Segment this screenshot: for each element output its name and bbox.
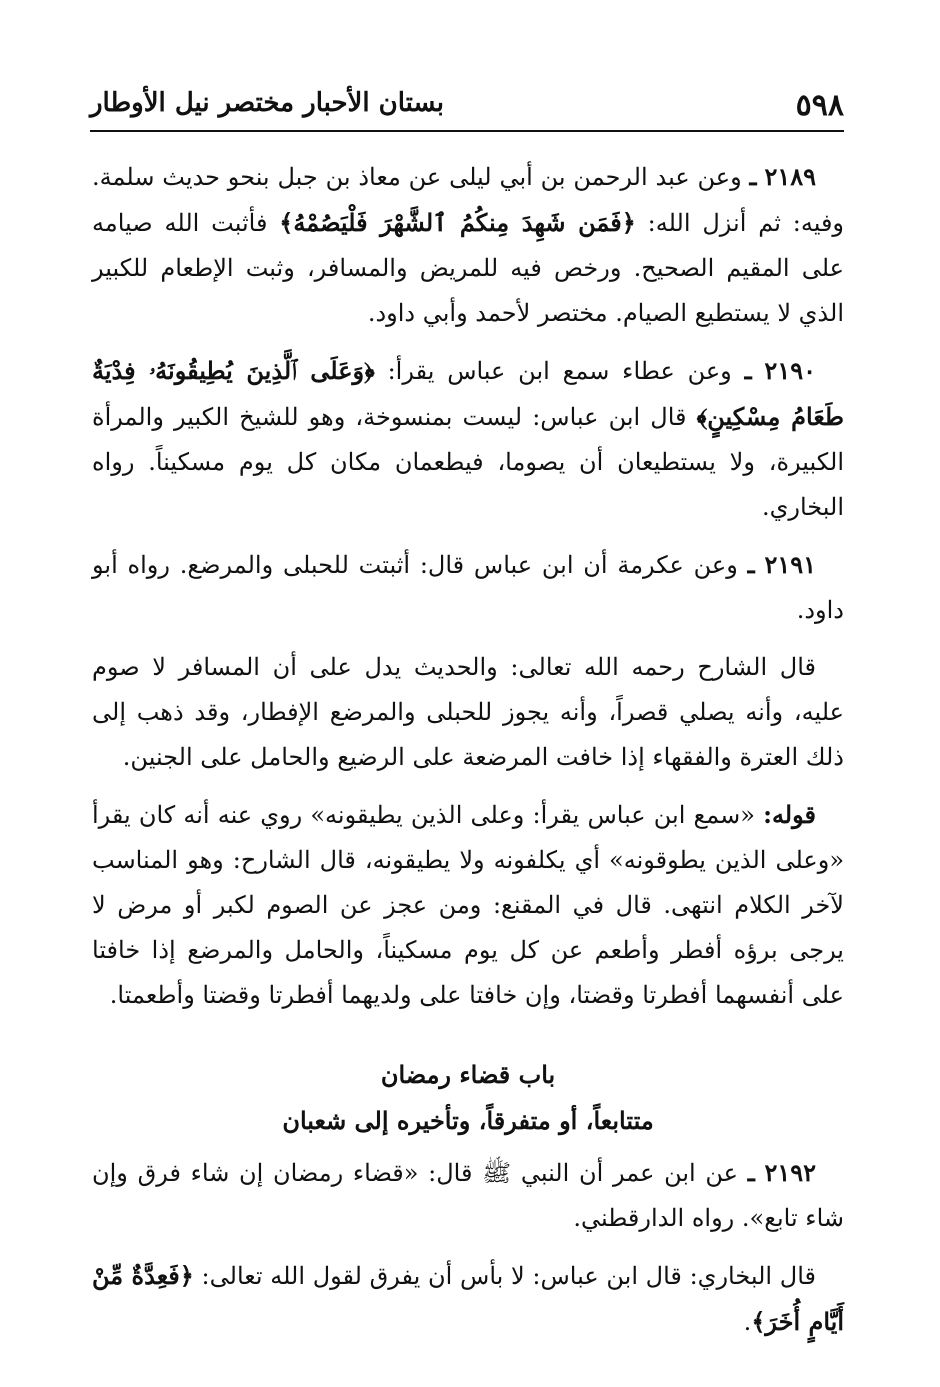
running-title: بستان الأحبار مختصر نيل الأوطار	[90, 88, 444, 118]
page-body	[92, 154, 844, 1357]
chapter-title: باب قضاء رمضان	[380, 1060, 556, 1089]
hadith-2190	[92, 348, 844, 530]
commentary-paragraph: قال الشارح رحمه الله تعالى: والحديث يدل على أن المسافر لا صوم عليه، وأنه يصلي قصراً، وأنه يجوز للحبلى والمرضع الإفطار، وقد ذهب إلى ذلك العترة والفقهاء إذا خافت المرضعة على الرضيع والحامل على الجنين.	[92, 653, 844, 771]
page-number: ٥٩٨	[795, 88, 844, 123]
hadith-text-continued: قال ابن عباس: ليست بمنسوخة، وهو للشيخ الكبير والمرأة الكبيرة، ولا يستطيعان أن يصوما، فيطعمان مكان كل يوم مسكيناً. رواه البخاري.	[92, 403, 845, 521]
hadith-number: ٢١٩٠	[764, 356, 816, 385]
hadith-text: وعن عكرمة أن ابن عباس قال: أثبتت للحبلى والمرضع. رواه أبو داود.	[92, 551, 844, 624]
chapter-subtitle: متتابعاً، أو متفرقاً، وتأخيره إلى شعبان	[282, 1106, 654, 1135]
hadith-2191	[92, 542, 844, 633]
qawluhu-label: قوله:	[763, 800, 816, 829]
hadith-text-continued: فأثبت الله صيامه على المقيم الصحيح. ورخص فيه للمريض والمسافر، وثبت الإطعام للكبير الذي لا يستطيع الصيام. مختصر لأحمد وأبي داود.	[92, 209, 844, 327]
hadith-text: وعن عبد الرحمن بن أبي ليلى عن معاذ بن جبل بنحو حديث سلمة. وفيه: ثم أنزل الله:	[92, 163, 845, 237]
hadith-text: وعن عطاء سمع ابن عباس يقرأ:	[374, 357, 732, 385]
hadith-text: عن ابن عمر أن النبي ﷺ قال: «قضاء رمضان إن شاء فرق وإن شاء تابع». رواه الدارقطني.	[92, 1159, 844, 1232]
quran-verse: ﴿وَعَلَى ٱلَّذِينَ يُطِيقُونَهُۥ فِدْيَةٌ طَعَامُ مِسْكِينٍ﴾	[92, 356, 844, 431]
hadith-2189	[92, 154, 844, 336]
hadith-dash: ـ	[747, 1158, 755, 1187]
bukhari-paragraph	[92, 1253, 844, 1345]
qawluhu-paragraph	[92, 792, 844, 1018]
hadith-dash: ـ	[747, 550, 755, 579]
quran-verse: ﴿فَعِدَّةٌ مِّنْ أَيَّامٍ أُخَرَ﴾	[92, 1261, 844, 1336]
page-header	[90, 84, 844, 132]
qawluhu-text: «سمع ابن عباس يقرأ: وعلى الذين يطيقونه» روي عنه أنه كان يقرأ «وعلى الذين يطوقونه» أي يكلفونه ولا يطيقونه، قال الشارح: وهو المناسب لآخر الكلام انتهى. قال في المقنع: ومن عجز عن الصوم لكبر أو مرض لا يرجى برؤه أفطر وأطعم عن كل يوم مسكيناً، والحامل والمرضع إذا خافتا على أنفسهما أفطرتا وقضتا، وإن خافتا على ولديهما أفطرتا وقضتا وأطعمتا.	[92, 801, 844, 1009]
quran-verse: ﴿فَمَن شَهِدَ مِنكُمُ ٱلشَّهْرَ فَلْيَصُمْهُ﴾	[279, 208, 636, 237]
hadith-number: ٢١٩١	[764, 550, 816, 579]
hadith-number: ٢١٩٢	[764, 1158, 816, 1187]
hadith-dash: ـ	[749, 162, 757, 191]
bukhari-text-end: .	[743, 1308, 752, 1336]
chapter-heading	[92, 1052, 844, 1144]
hadith-dash: ـ	[744, 356, 752, 385]
bukhari-text: قال البخاري: قال ابن عباس: لا بأس أن يفرق لقول الله تعالى:	[193, 1262, 817, 1290]
hadith-2192	[92, 1150, 844, 1241]
hadith-number: ٢١٨٩	[764, 162, 816, 191]
